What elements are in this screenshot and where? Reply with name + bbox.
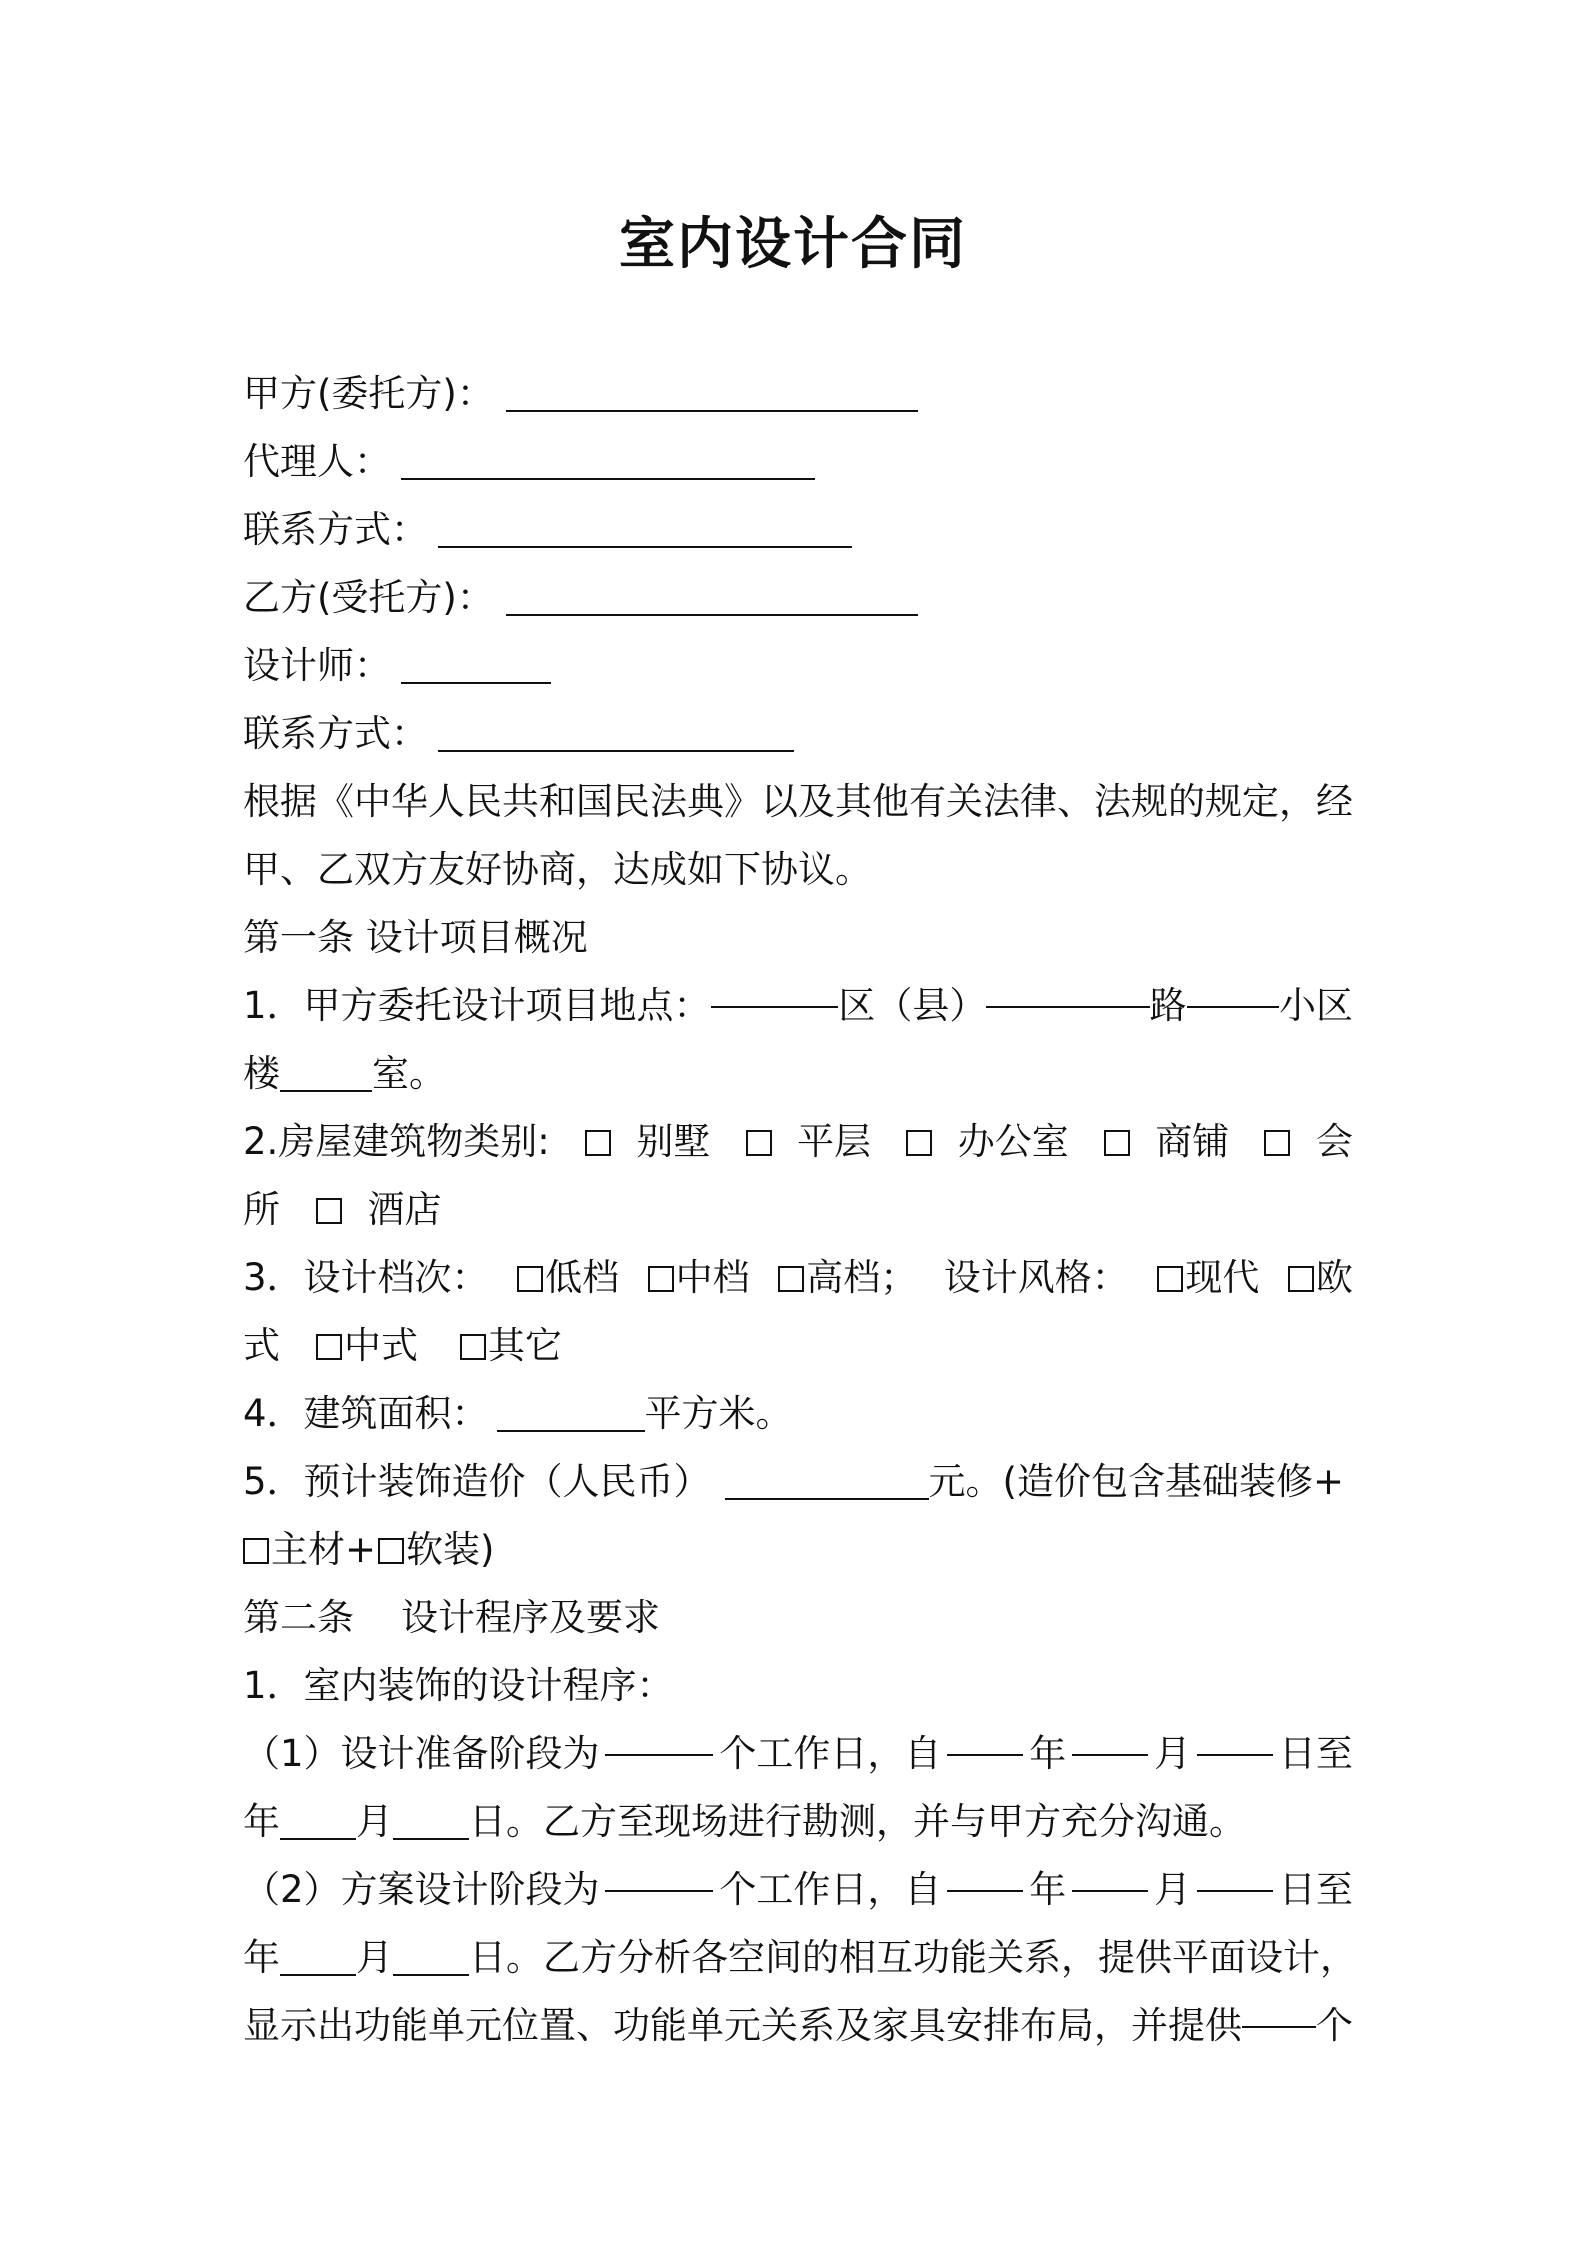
stage-2-days-blank[interactable] [605, 1889, 713, 1892]
party-a-label: 甲方(委托方)： [243, 372, 494, 415]
stage-1-month: 月 [1154, 1732, 1192, 1775]
stage-2-line-2 [243, 1924, 1357, 1992]
stage-1-end-day-blank[interactable] [393, 1837, 469, 1840]
checkbox[interactable] [648, 1266, 674, 1292]
stage-2-line-3 [243, 1992, 1353, 2060]
stage-1-line-1 [243, 1720, 1353, 1788]
item-1-location-line-2 [243, 1040, 1353, 1108]
article-2-item-1: 1．室内装饰的设计程序： [243, 1664, 674, 1707]
district-blank[interactable] [711, 1005, 839, 1008]
item-3-grade-style-line [243, 1244, 1353, 1312]
stage-2-end-month: 月 [356, 1936, 393, 1979]
stage-1-start-day-blank[interactable] [1197, 1753, 1273, 1756]
option-villa-label: 别墅 [636, 1120, 711, 1163]
checkbox[interactable] [1264, 1130, 1290, 1156]
option-flat[interactable] [744, 1108, 872, 1176]
checkbox[interactable] [1288, 1266, 1314, 1292]
building-label: 楼 [243, 1052, 280, 1095]
item-5-cost-line [243, 1448, 1353, 1516]
area-blank[interactable] [497, 1429, 645, 1432]
article-1-heading: 第一条 设计项目概况 [243, 916, 588, 959]
stage-1-start-year-blank[interactable] [947, 1753, 1023, 1756]
stage-1-year: 年 [1029, 1732, 1067, 1775]
document-title: 室内设计合同 [619, 212, 967, 277]
party-b-line [243, 564, 1353, 632]
checkbox[interactable] [778, 1266, 804, 1292]
designer-line [243, 632, 1353, 700]
option-hotel[interactable] [314, 1188, 442, 1231]
article-2-heading: 第二条 设计程序及要求 [243, 1596, 661, 1639]
checkbox-main-material[interactable] [243, 1538, 269, 1564]
agent-blank[interactable] [401, 477, 815, 480]
stage-1-end-month-blank[interactable] [280, 1837, 356, 1840]
stage-2-workdays: 个工作日，自 [719, 1868, 942, 1911]
party-b-contact-blank[interactable] [438, 749, 794, 752]
road-label: 路 [1149, 984, 1187, 1027]
item-4-prefix: 4．建筑面积： [243, 1392, 489, 1435]
stage-2-line-1 [243, 1856, 1353, 1924]
grade-high-label: 高档； [806, 1256, 918, 1299]
stage-1-line-2 [243, 1788, 1353, 1856]
style-label: 设计风格： [943, 1256, 1129, 1299]
style-euro-option[interactable] [1286, 1244, 1353, 1312]
checkbox[interactable] [316, 1198, 342, 1224]
stage-2-prefix: （2）方案设计阶段为 [243, 1868, 600, 1911]
contract-body [243, 360, 1357, 2060]
party-a-contact-line [243, 496, 1353, 564]
item-5-suffix: 元。(造价包含基础装修+ [928, 1460, 1344, 1503]
stage-2-start-day-blank[interactable] [1197, 1889, 1273, 1892]
option-shop[interactable] [1102, 1108, 1230, 1176]
checkbox[interactable] [585, 1130, 611, 1156]
style-modern-option[interactable] [1155, 1244, 1259, 1312]
checkbox-soft-furnishing[interactable] [378, 1538, 404, 1564]
stage-2-start-year-blank[interactable] [947, 1889, 1023, 1892]
preamble-line-1: 根据《中华人民共和国民法典》以及其他有关法律、法规的规定，经 [243, 780, 1353, 823]
option-villa[interactable] [583, 1108, 711, 1176]
stage-2-description: 日。乙方分析各空间的相互功能关系，提供平面设计， [469, 1936, 1357, 1979]
agent-label: 代理人： [243, 440, 391, 483]
stage-1-days-blank[interactable] [605, 1753, 713, 1756]
grade-low-label: 低档 [545, 1256, 620, 1299]
stage-2-description-cont: 显示出功能单元位置、功能单元关系及家具安排布局，并提供 [243, 2004, 1242, 2047]
cost-blank[interactable] [725, 1497, 929, 1500]
party-a-blank[interactable] [506, 409, 918, 412]
checkbox[interactable] [746, 1130, 772, 1156]
stage-1-start-month-blank[interactable] [1072, 1753, 1148, 1756]
stage-1-workdays: 个工作日，自 [719, 1732, 942, 1775]
style-other-label: 其它 [488, 1324, 562, 1367]
road-blank[interactable] [986, 1005, 1149, 1008]
grade-low-option[interactable] [515, 1244, 619, 1312]
checkbox[interactable] [1157, 1266, 1183, 1292]
room-label: 室。 [372, 1052, 446, 1095]
style-euro-label-part1: 欧 [1315, 1256, 1353, 1299]
checkbox[interactable] [316, 1334, 342, 1360]
grade-mid-option[interactable] [646, 1244, 750, 1312]
party-b-blank[interactable] [506, 613, 918, 616]
soft-furnishing-label: 软装) [406, 1528, 495, 1571]
item-1-location-line [243, 972, 1353, 1040]
option-hotel-label: 酒店 [367, 1188, 442, 1231]
option-office-label: 办公室 [957, 1120, 1069, 1163]
designer-blank[interactable] [401, 681, 551, 684]
preamble-line-2: 甲、乙双方友好协商，达成如下协议。 [243, 848, 872, 891]
party-b-label: 乙方(受托方)： [243, 576, 494, 619]
item-2-prefix: 2.房屋建筑物类别: [243, 1120, 550, 1163]
stage-2-count-unit: 个 [1316, 2004, 1353, 2047]
party-b-contact-line [243, 700, 1353, 768]
stage-2-end-day-blank[interactable] [393, 1973, 469, 1976]
item-5-prefix: 5．预计装饰造价（人民币） [243, 1460, 711, 1503]
option-shop-label: 商铺 [1155, 1120, 1230, 1163]
stage-1-end-year: 年 [243, 1800, 280, 1843]
district-label: 区（县） [838, 984, 987, 1027]
stage-2-month: 月 [1154, 1868, 1192, 1911]
stage-1-prefix: （1）设计准备阶段为 [243, 1732, 600, 1775]
area-unit: 平方米。 [644, 1392, 793, 1435]
main-material-label: 主材+ [271, 1528, 377, 1571]
stage-2-end-month-blank[interactable] [280, 1973, 356, 1976]
checkbox[interactable] [906, 1130, 932, 1156]
community-label: 小区 [1279, 984, 1353, 1027]
community-blank[interactable] [1187, 1005, 1279, 1008]
style-chinese-option[interactable] [314, 1324, 418, 1367]
stage-2-end-year: 年 [243, 1936, 280, 1979]
style-other-option[interactable] [458, 1324, 562, 1367]
style-modern-label: 现代 [1185, 1256, 1260, 1299]
item-3-prefix: 3．设计档次： [243, 1256, 489, 1299]
option-club[interactable] [1262, 1108, 1353, 1176]
style-chinese-label: 中式 [344, 1324, 418, 1367]
stage-2-day-to: 日至 [1278, 1868, 1353, 1911]
item-1-prefix: 1．甲方委托设计项目地点： [243, 984, 711, 1027]
item-3-style-line-2 [243, 1312, 1353, 1380]
party-b-contact-label: 联系方式： [243, 712, 428, 755]
checkbox[interactable] [460, 1334, 486, 1360]
party-a-line [243, 360, 1353, 428]
option-office[interactable] [904, 1108, 1069, 1176]
option-club-label-part1: 会 [1315, 1120, 1353, 1163]
building-blank[interactable] [280, 1089, 372, 1092]
item-2-building-type-line-2 [243, 1176, 1353, 1244]
party-a-contact-label: 联系方式： [243, 508, 428, 551]
item-4-area-line [243, 1380, 1353, 1448]
stage-2-count-blank[interactable] [1242, 2025, 1316, 2028]
agent-line [243, 428, 1353, 496]
item-2-building-type-line [243, 1108, 1353, 1176]
stage-1-end-month: 月 [356, 1800, 393, 1843]
checkbox[interactable] [1104, 1130, 1130, 1156]
style-euro-label-part2: 式 [243, 1324, 280, 1367]
option-club-label-part2: 所 [243, 1188, 280, 1231]
item-5-cost-line-2 [243, 1516, 1353, 1584]
option-flat-label: 平层 [797, 1120, 872, 1163]
checkbox[interactable] [517, 1266, 543, 1292]
designer-label: 设计师： [243, 644, 391, 687]
stage-2-start-month-blank[interactable] [1072, 1889, 1148, 1892]
stage-2-year: 年 [1029, 1868, 1067, 1911]
grade-mid-label: 中档 [675, 1256, 750, 1299]
stage-1-description: 日。乙方至现场进行勘测，并与甲方充分沟通。 [469, 1800, 1246, 1843]
grade-high-option[interactable] [776, 1244, 917, 1312]
stage-1-day-to: 日至 [1278, 1732, 1353, 1775]
party-a-contact-blank[interactable] [438, 545, 852, 548]
